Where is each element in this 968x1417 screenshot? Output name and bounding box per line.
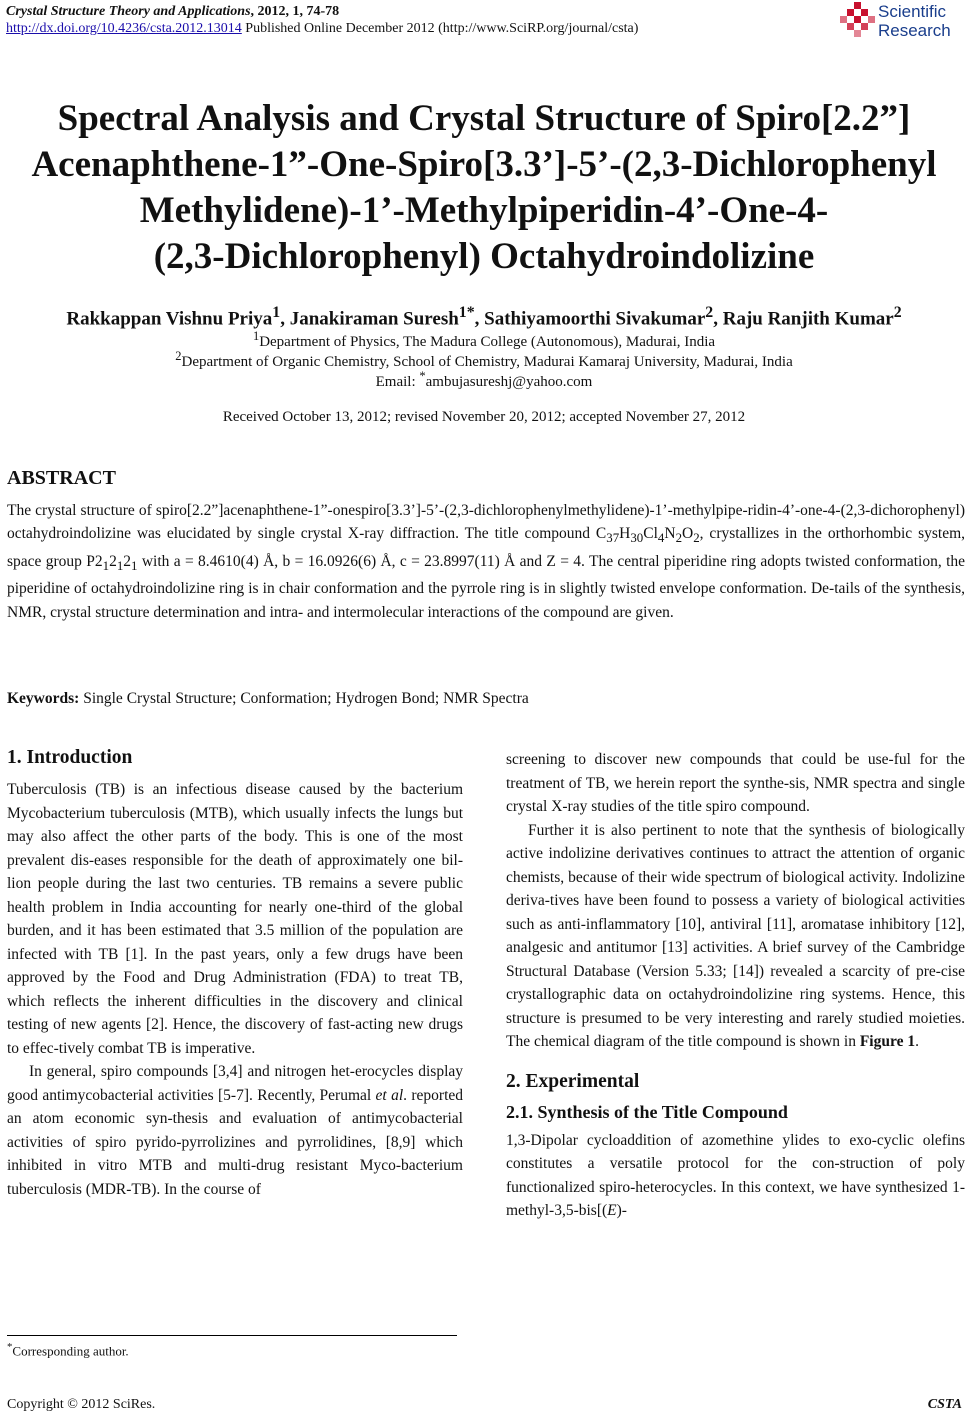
keywords: Keywords: Single Crystal Structure; Conformation; Hydrogen Bond; NMR Spectra bbox=[7, 690, 529, 707]
paper-title: Spectral Analysis and Crystal Structure of Spiro[2.2”] Acenaphthene-1”-One-Spiro[3.3’]-5’-(2,3-Dichlorophenyl Methylidene)-1’-Methylpiperidin-4’-One-4- (2,3-Dichlorophenyl) Octahydroindolizine bbox=[31, 98, 937, 277]
corresponding-email: Email: *ambujasureshj@yahoo.com bbox=[375, 369, 593, 390]
published-note: Published Online December 2012 (http://www.SciRP.org/journal/csta) bbox=[241, 21, 639, 36]
logo-mark-icon bbox=[840, 2, 876, 38]
journal-citation: , 2012, 1, 74-78 bbox=[250, 4, 340, 19]
abstract-heading: ABSTRACT bbox=[7, 467, 116, 489]
running-header bbox=[6, 3, 638, 37]
section-heading-experimental: 2. Experimental bbox=[506, 1070, 640, 1092]
copyright: Copyright © 2012 SciRes. bbox=[7, 1397, 156, 1412]
section-heading-introduction: 1. Introduction bbox=[7, 747, 133, 768]
abstract-text: The crystal structure of spiro[2.2”]acenaphthene-1”-onespiro[3.3’]-5’-(2,3-dichlorophenylmethylidene)-1’-methylpipe-ridin-4’-one-4-(2,3-dichorophenyl) octahydroindolizine was elucidated by single crystal X-ray diffraction. The title compound $C_{37}H_{30}Cl_4N_2O_2$, crystallizes in the orthorhombic system, space group $P2_12_12_1$ with a = 8.4610(4) Å, b = 16.0926(6) Å, c = 23.8997(11) Å and Z = 4. The central piperidine ring adopts twisted conformation, the piperidine of octahydroindolizine ring is in chair conformation and the pyrrole ring is in slightly twisted envelope conformation. De-tails of the synthesis, NMR, crystal structure determination and intra- and intermolecular interactions of the compound are given. bbox=[7, 502, 966, 621]
publisher-logo bbox=[840, 2, 960, 42]
received-dates: Received October 13, 2012; revised November 20, 2012; accepted November 27, 2012 bbox=[222, 409, 746, 425]
left-column bbox=[7, 746, 463, 1201]
footnote-rule bbox=[7, 1335, 457, 1336]
paragraph: 1,3-Dipolar cycloaddition of azomethine ylides to exo-cyclic olefins constitutes a versatile protocol for the con-struction of poly functionalized spiro-heterocycles. In this context, we have synthesized 1-methyl-3,5-bis[(E)- bbox=[506, 1131, 965, 1219]
paragraph: Tuberculosis (TB) is an infectious disease caused by the bacterium Mycobacterium tuberculosis (MTB), which usually infects the lungs but may also affect the other parts of the body. This is one of the most prevalent dis-eases responsible for the death of approximately one bil-lion people during the last two centuries. TB remains a severe public health problem in India accounting for nearly one-third of the global burden, and it has been estimated that 3.5 million of the population are infected with TB [1]. In the past years, only a few drugs have been approved by the Food and Drug Administration (FDA) to treat TB, which reflects the inherent difficulties in the discovery and clinical testing of new agents [2]. Hence, the discovery of fast-acting new drugs to effec-tively combat TB is imperative. bbox=[7, 781, 463, 1057]
right-column bbox=[506, 748, 965, 1223]
paragraph: Further it is also pertinent to note that the synthesis of biologically active indolizine derivatives continues to attract the attention of organic chemists, because of their wide spectrum of biological activity. Indolizine deriva-tives have been found to possess a variety of biological activities such as anti-inflammatory [10], antiviral [11], aromatase inhibitory [12], analgesic and antitumor [13] activities. A brief survey of the Cambridge Structural Database (Version 5.33; [14]) revealed a scarcity of pre-cise crystallographic data on octahydroindolizine ring systems. Hence, this structure is presumed to be very interesting and rarely studied moieties. The chemical diagram of the title compound is shown in Figure 1. bbox=[506, 821, 965, 1050]
doi-link[interactable]: http://dx.doi.org/10.4236/csta.2012.13014 bbox=[6, 21, 242, 36]
paragraph: screening to discover new compounds that could be use-ful for the treatment of TB, we herein report the synthe-sis, NMR spectra and single crystal X-ray studies of the title spiro compound. bbox=[506, 751, 965, 815]
affiliation-1: $^1$Department of Physics, The Madura College (Autonomous), Madurai, India bbox=[252, 329, 716, 350]
footnote: *Corresponding author. bbox=[7, 1341, 129, 1359]
subsection-heading-synthesis: 2.1. Synthesis of the Title Compound bbox=[506, 1101, 788, 1122]
affiliation-2: $^2$Department of Organic Chemistry, School of Chemistry, Madurai Kamaraj University, Madurai, India bbox=[175, 349, 793, 370]
figure-ref[interactable]: Figure 1 bbox=[859, 1033, 916, 1050]
paragraph: In general, spiro compounds [3,4] and nitrogen het-erocycles display good antimycobacterial activities [5-7]. Recently, Perumal et al. reported an atom economic syn-thesis and evaluation of antimycobacterial activities of spiro pyrido-pyrrolizines and pyrrolidines, [8,9] which inhibited in vitro MTB and multi-drug resistant Myco-bacterium tuberculosis (MDR-TB). In the course of bbox=[7, 1063, 464, 1198]
logo-text: Scientific Research bbox=[878, 2, 951, 40]
footer-journal: CSTA bbox=[927, 1397, 962, 1412]
author-list: Rakkappan Vishnu Priya$^1$, Janakiraman Suresh$^{1*}$, Sathiyamoorthi Sivakumar$^2$, Raju Ranjith Kumar$^2$ bbox=[66, 304, 902, 330]
journal-name: Crystal Structure Theory and Applications bbox=[6, 4, 251, 19]
